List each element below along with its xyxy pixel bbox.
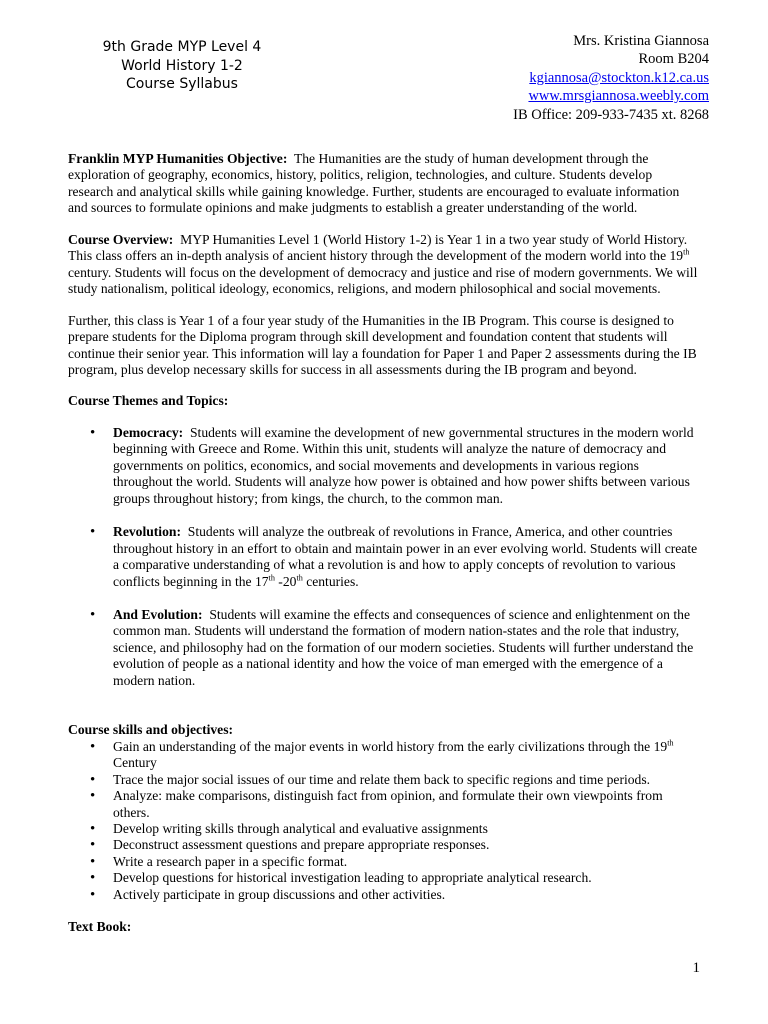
website-link[interactable]: www.mrsgiannosa.weebly.com: [528, 88, 709, 105]
theme-text-cont: -20: [274, 573, 297, 589]
course-name: World History 1-2: [121, 57, 243, 74]
ordinal-suffix: th: [683, 247, 690, 257]
overview-paragraph: [68, 232, 698, 298]
course-title-block: [68, 38, 296, 94]
objective-label: Franklin MYP Humanities Objective:: [68, 151, 288, 166]
theme-item-democracy: [113, 425, 698, 507]
objective-paragraph: [68, 151, 698, 217]
skills-heading-text: Course skills and objectives:: [68, 722, 234, 738]
theme-label: Democracy:: [113, 424, 184, 440]
theme-text: Students will analyze the outbreak of revolutions in France, America, and other countries throughout history in an effort to obtain and maintain power in an ever evolving world. Students will create a comparative understanding of what a revolution is and how to apply concepts of revolution to various conflicts beginning in the 17: [113, 524, 698, 589]
skills-list: [68, 739, 698, 904]
document-title: Course Syllabus: [126, 76, 238, 92]
teacher-contact-block: [513, 32, 709, 124]
skill-item: • Deconstruct assessment questions and prepare appropriate responses.: [113, 837, 698, 853]
themes-heading: [68, 393, 698, 409]
objective-text: The Humanities are the study of human development through the exploration of geography, economics, history, politics, religion, technologies, and culture. Students develop research and analytical skills while gaining knowledge. Further, students are encouraged to evaluate information and sources to formulate opinions and make judgments to establish a greater understanding of the world.: [68, 151, 680, 216]
skills-heading: [68, 722, 698, 738]
course-level: 9th Grade MYP Level 4: [102, 39, 262, 55]
theme-label: Revolution:: [113, 524, 181, 540]
teacher-name: Mrs. Kristina Giannosa: [573, 33, 709, 49]
skill-item: • Write a research paper in a specific format.: [113, 854, 698, 870]
textbook-heading: [68, 919, 698, 935]
email-link[interactable]: kgiannosa@stockton.k12.ca.us: [529, 69, 709, 86]
skill-item: • Develop questions for historical investigation leading to appropriate analytical research.: [113, 870, 698, 886]
skill-item: • Trace the major social issues of our time and relate them back to specific regions and time periods.: [113, 772, 698, 788]
office-phone: IB Office: 209-933-7435 xt. 8268: [513, 106, 709, 123]
skill-item: • Analyze: make comparisons, distinguish fact from opinion, and formulate their own viewpoints from others.: [113, 788, 698, 821]
syllabus-body: [68, 151, 698, 936]
skill-item: • Actively participate in group discussions and other activities.: [113, 887, 698, 903]
themes-heading-text: Course Themes and Topics:: [68, 393, 229, 409]
theme-item-revolution: [113, 524, 698, 590]
textbook-heading-text: Text Book:: [68, 919, 132, 935]
theme-text: Students will examine the effects and consequences of science and enlightenment on the common man. Students will understand the formation of modern nation-states and the role that industry, science, and philosophy had on the formation of our modern societies. Students will further understand the evolution of people as a national identity and how the voice of man emerged with the emergence of a modern nation.: [113, 606, 694, 688]
ordinal-suffix: th: [667, 738, 674, 748]
overview-text-cont: century. Students will focus on the development of democracy and justice and rise of modern governments. We will study nationalism, political ideology, economics, religions, and modern philosophical and social movements.: [68, 264, 698, 297]
theme-text: Students will examine the development of new governmental structures in the modern world beginning with Greece and Rome. Within this unit, students will analyze the nature of democracy and governments on politics, economics, and social movements and developments in various regions throughout the world. Students will analyze how power is obtained and how power shifts between various groups throughout history; from kings, the church, to the common man.: [113, 424, 694, 506]
theme-text-end: centuries.: [302, 573, 359, 589]
overview-label: Course Overview:: [68, 231, 174, 247]
theme-label: And Evolution:: [113, 606, 203, 622]
skill-item: • Develop writing skills through analytical and evaluative assignments: [113, 821, 698, 837]
room-number: Room B204: [638, 51, 709, 68]
themes-list: [68, 425, 698, 689]
skill-text: Gain an understanding of the major events in world history from the early civilizations through the 19: [113, 738, 668, 754]
skill-item: [113, 739, 698, 772]
further-paragraph: Further, this class is Year 1 of a four year study of the Humanities in the IB Program. This course is designed to prepare students for the Diploma program through skill development and foundation content that students will continue their senior year. This information will lay a foundation for Paper 1 and Paper 2 assessments during the IB program, plus develop necessary skills for success in all assessments during the IB program and beyond.: [68, 312, 697, 377]
ordinal-suffix: th: [296, 573, 303, 583]
theme-item-evolution: [113, 607, 698, 689]
skill-text-cont: Century: [113, 755, 157, 771]
page-number: 1: [692, 960, 700, 976]
overview-text: MYP Humanities Level 1 (World History 1-2) is Year 1 in a two year study of World History. This class offers an in-depth analysis of ancient history through the development of the modern world into the 19: [68, 231, 688, 264]
ordinal-suffix: th: [268, 573, 275, 583]
